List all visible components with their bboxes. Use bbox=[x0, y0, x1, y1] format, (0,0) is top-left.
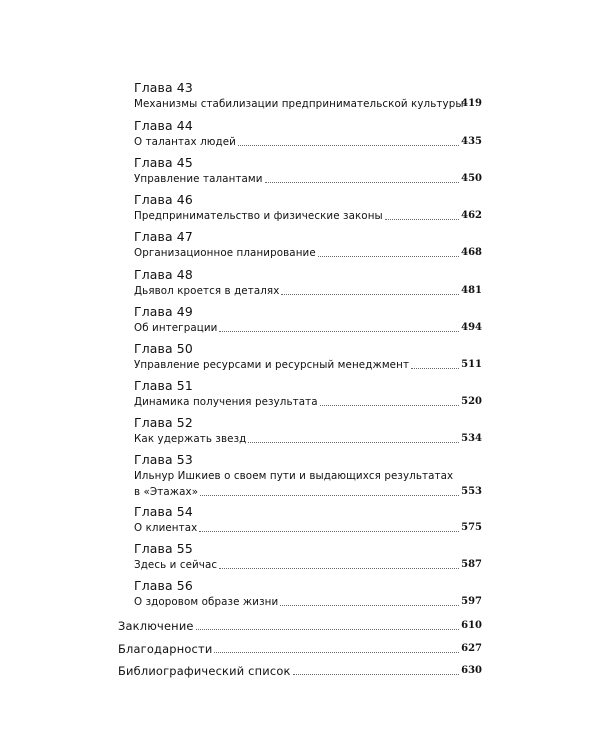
entry-title: Об интеграции bbox=[134, 322, 218, 334]
toc-chapter-entry[interactable] bbox=[134, 415, 482, 447]
page-number: 468 bbox=[461, 247, 482, 258]
dot-leader bbox=[199, 531, 459, 532]
entry-title: О здоровом образе жизни bbox=[134, 596, 279, 608]
page-number: 630 bbox=[461, 665, 482, 676]
entry-title: О талантах людей bbox=[134, 136, 236, 148]
toc-chapter-entry[interactable] bbox=[134, 504, 482, 536]
chapter-number-label: Глава 44 bbox=[134, 118, 193, 133]
page-number: 534 bbox=[461, 433, 482, 444]
toc-entry-line bbox=[134, 557, 482, 573]
toc-chapter-entry[interactable] bbox=[134, 192, 482, 224]
entry-title: Управление ресурсами и ресурсный менеджмент bbox=[134, 359, 410, 371]
toc-entry-line bbox=[134, 134, 482, 150]
chapter-number-label: Глава 45 bbox=[134, 155, 193, 170]
entry-title: в «Этажах» bbox=[134, 486, 199, 498]
page-number: 553 bbox=[461, 486, 482, 497]
toc-back-matter-entry[interactable] bbox=[118, 662, 482, 680]
chapter-number-label: Глава 53 bbox=[134, 452, 193, 467]
chapter-number-label: Глава 46 bbox=[134, 192, 193, 207]
dot-leader bbox=[214, 652, 459, 653]
dot-leader bbox=[385, 219, 459, 220]
toc-entry-line bbox=[134, 245, 482, 261]
entry-title: Заключение bbox=[118, 619, 194, 633]
chapter-number-label: Глава 48 bbox=[134, 267, 193, 282]
toc-chapter-entry[interactable] bbox=[134, 378, 482, 410]
toc-entry-line bbox=[134, 96, 482, 112]
page-number: 610 bbox=[461, 620, 482, 631]
entry-title: Библиографический список bbox=[118, 664, 291, 678]
dot-leader bbox=[281, 294, 459, 295]
toc-entry-line bbox=[134, 394, 482, 410]
entry-title: Благодарности bbox=[118, 642, 213, 656]
dot-leader bbox=[320, 405, 459, 406]
entry-title: Управление талантами bbox=[134, 173, 263, 185]
chapter-number-label: Глава 55 bbox=[134, 541, 193, 556]
chapter-number-label: Глава 51 bbox=[134, 378, 193, 393]
entry-title: Дьявол кроется в деталях bbox=[134, 285, 280, 297]
dot-leader bbox=[248, 442, 459, 443]
dot-leader bbox=[200, 495, 459, 496]
page-number: 511 bbox=[461, 359, 482, 370]
chapter-number-label: Глава 43 bbox=[134, 80, 193, 95]
chapter-number-label: Глава 49 bbox=[134, 304, 193, 319]
toc-chapter-entry[interactable] bbox=[134, 578, 482, 610]
dot-leader bbox=[219, 331, 459, 332]
toc-entry-line bbox=[134, 520, 482, 536]
toc-entry-line bbox=[134, 283, 482, 299]
dot-leader bbox=[265, 182, 459, 183]
entry-title: Предпринимательство и физические законы bbox=[134, 210, 383, 222]
page-number: 419 bbox=[461, 98, 482, 109]
page-number: 587 bbox=[461, 559, 482, 570]
chapter-number-label: Глава 52 bbox=[134, 415, 193, 430]
toc-chapter-entry[interactable] bbox=[134, 229, 482, 261]
toc-chapter-entry[interactable] bbox=[134, 452, 482, 500]
toc-entry-line bbox=[134, 357, 482, 373]
toc-back-matter-entry[interactable] bbox=[118, 617, 482, 635]
toc-entry-line bbox=[134, 484, 482, 500]
page-number: 575 bbox=[461, 522, 482, 533]
dot-leader bbox=[196, 629, 459, 630]
entry-title: О клиентах bbox=[134, 522, 198, 534]
page-number: 597 bbox=[461, 596, 482, 607]
toc-chapter-entry[interactable] bbox=[134, 304, 482, 336]
chapter-number-label: Глава 50 bbox=[134, 341, 193, 356]
toc-entry-line bbox=[134, 208, 482, 224]
toc-entry-line bbox=[134, 431, 482, 447]
toc-chapter-entry[interactable] bbox=[134, 541, 482, 573]
chapter-number-label: Глава 54 bbox=[134, 504, 193, 519]
toc-entry-line bbox=[134, 594, 482, 610]
page-number: 520 bbox=[461, 396, 482, 407]
chapter-number-label: Глава 47 bbox=[134, 229, 193, 244]
toc-chapter-entry[interactable] bbox=[134, 267, 482, 299]
toc-entry-line bbox=[134, 171, 482, 187]
page-number: 450 bbox=[461, 173, 482, 184]
page-number: 494 bbox=[461, 322, 482, 333]
entry-title: Здесь и сейчас bbox=[134, 559, 218, 571]
toc-entry-line bbox=[134, 320, 482, 336]
dot-leader bbox=[219, 568, 459, 569]
page-number: 435 bbox=[461, 136, 482, 147]
entry-title: Механизмы стабилизации предпринимательской культуры bbox=[134, 98, 464, 110]
toc-chapter-entry[interactable] bbox=[134, 118, 482, 150]
page-number: 462 bbox=[461, 210, 482, 221]
toc-chapter-entry[interactable] bbox=[134, 80, 482, 112]
dot-leader bbox=[280, 605, 459, 606]
entry-title: Как удержать звезд bbox=[134, 433, 247, 445]
toc-chapter-entry[interactable] bbox=[134, 341, 482, 373]
dot-leader bbox=[293, 674, 459, 675]
toc-back-matter-entry[interactable] bbox=[118, 640, 482, 658]
dot-leader bbox=[238, 145, 459, 146]
dot-leader bbox=[318, 256, 459, 257]
chapter-number-label: Глава 56 bbox=[134, 578, 193, 593]
page-number: 627 bbox=[461, 643, 482, 654]
entry-title: Организационное планирование bbox=[134, 247, 316, 259]
toc-chapter-entry[interactable] bbox=[134, 155, 482, 187]
entry-title: Ильнур Ишкиев о своем пути и выдающихся результатах bbox=[134, 470, 454, 482]
dot-leader bbox=[411, 368, 459, 369]
entry-title: Динамика получения результата bbox=[134, 396, 318, 408]
page-number: 481 bbox=[461, 285, 482, 296]
